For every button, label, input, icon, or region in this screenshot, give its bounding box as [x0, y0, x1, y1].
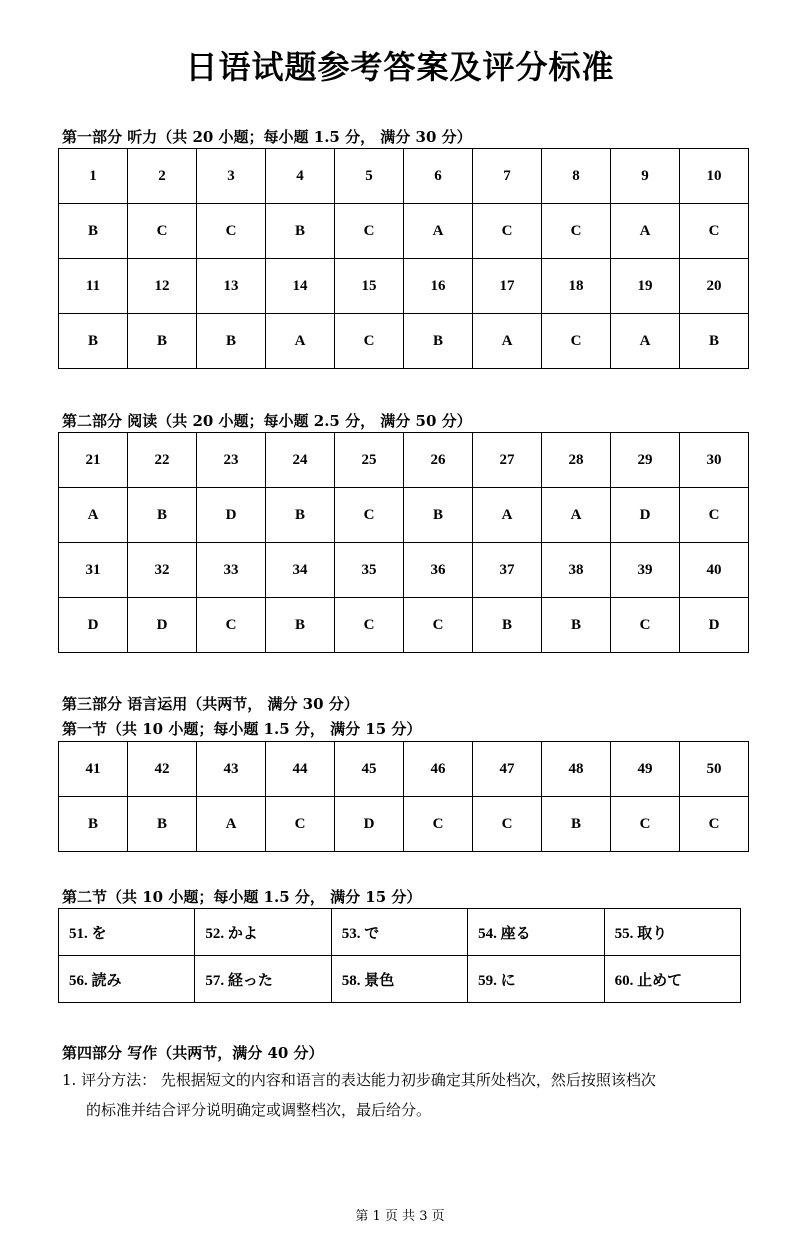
part1-table-cell: A	[611, 204, 680, 259]
part4-item1-line1: 评分方法： 先根据短文的内容和语言的表达能力初步确定其所处档次，然后按照该档次	[81, 1071, 656, 1089]
part2-table-cell: 24	[266, 433, 335, 488]
part1-table-cell: 12	[128, 259, 197, 314]
part2-heading: 第二部分 阅读（共 20 小题；每小题 2.5 分， 满分 50 分）	[62, 412, 472, 430]
part2-table-cell: 36	[404, 543, 473, 598]
part1-table-cell: 3	[197, 149, 266, 204]
part2-table-cell: 32	[128, 543, 197, 598]
part2-table-cell: D	[128, 598, 197, 653]
part1-table-cell: B	[59, 204, 128, 259]
part2-table-cell: D	[59, 598, 128, 653]
part3-section1-table-cell: C	[680, 797, 749, 852]
part1-table-cell: 9	[611, 149, 680, 204]
part1-table-cell: 8	[542, 149, 611, 204]
part1-table-cell: 18	[542, 259, 611, 314]
part2-table-cell: B	[266, 488, 335, 543]
part1-answer-table	[58, 148, 749, 369]
part1-table-cell: C	[542, 314, 611, 369]
part3-section2-table-row	[59, 956, 741, 1003]
part1-table-cell: A	[404, 204, 473, 259]
part1-table-row	[59, 314, 749, 369]
part2-table-cell: C	[335, 488, 404, 543]
part1-heading: 第一部分 听力（共 20 小题；每小题 1.5 分， 满分 30 分）	[62, 128, 472, 146]
part2-table-cell: D	[611, 488, 680, 543]
part1-table-cell: 11	[59, 259, 128, 314]
part1-table-cell: A	[611, 314, 680, 369]
part1-table-cell: C	[197, 204, 266, 259]
part1-table-row	[59, 259, 749, 314]
part3-section1-table-cell: 45	[335, 742, 404, 797]
part4-item1-number: 1.	[62, 1071, 77, 1089]
part1-table-cell: 16	[404, 259, 473, 314]
part2-answer-table	[58, 432, 749, 653]
part1-table-cell: A	[266, 314, 335, 369]
part2-table-cell: 28	[542, 433, 611, 488]
part1-table-cell: 10	[680, 149, 749, 204]
part1-table-cell: C	[128, 204, 197, 259]
part1-table-cell: 7	[473, 149, 542, 204]
part1-table-cell: C	[335, 204, 404, 259]
part3-section1-table-cell: 42	[128, 742, 197, 797]
part2-table-cell: 38	[542, 543, 611, 598]
part4-item1-line2: 的标准并结合评分说明确定或调整档次，最后给分。	[86, 1101, 432, 1119]
part1-table-cell: 13	[197, 259, 266, 314]
part2-table-cell: B	[266, 598, 335, 653]
part3-section1-table-cell: B	[542, 797, 611, 852]
part2-table-cell: C	[611, 598, 680, 653]
part3-section2-table-cell: 51. を	[59, 909, 195, 956]
part2-table-row	[59, 598, 749, 653]
part3-section1-table-cell: C	[404, 797, 473, 852]
part1-table-cell: B	[680, 314, 749, 369]
part1-table-cell: 5	[335, 149, 404, 204]
part2-table-cell: B	[128, 488, 197, 543]
part1-table-row	[59, 204, 749, 259]
part2-table-cell: 31	[59, 543, 128, 598]
part3-section1-table-cell: 48	[542, 742, 611, 797]
part2-table-cell: 27	[473, 433, 542, 488]
part1-table-cell: C	[680, 204, 749, 259]
part2-table-cell: A	[59, 488, 128, 543]
part2-table-cell: 21	[59, 433, 128, 488]
part2-table-cell: 23	[197, 433, 266, 488]
part3-section2-table-cell: 57. 経った	[195, 956, 331, 1003]
part3-section2-table-cell: 58. 景色	[331, 956, 467, 1003]
part3-section1-table-cell: 50	[680, 742, 749, 797]
part3-section1-table-cell: D	[335, 797, 404, 852]
part3-section1-table-cell: C	[473, 797, 542, 852]
part3-section1-table-cell: B	[128, 797, 197, 852]
part1-table-cell: C	[335, 314, 404, 369]
page-footer: 第 1 页 共 3 页	[355, 1209, 445, 1224]
part2-table-cell: D	[680, 598, 749, 653]
part2-table-cell: A	[542, 488, 611, 543]
part2-table-cell: 35	[335, 543, 404, 598]
part1-table-cell: B	[128, 314, 197, 369]
part2-table-cell: 29	[611, 433, 680, 488]
part2-table-cell: C	[404, 598, 473, 653]
part2-table-cell: A	[473, 488, 542, 543]
part3-section1-table-row	[59, 742, 749, 797]
part1-table-cell: B	[404, 314, 473, 369]
part1-table-cell: B	[59, 314, 128, 369]
part3-section1-answer-table	[58, 741, 749, 852]
part2-table-row	[59, 543, 749, 598]
part2-table-cell: B	[404, 488, 473, 543]
part3-section2-table-cell: 55. 取り	[604, 909, 740, 956]
part3-section2-table-cell: 52. かよ	[195, 909, 331, 956]
part2-table-cell: 34	[266, 543, 335, 598]
part2-table-cell: 30	[680, 433, 749, 488]
part3-section2-heading: 第二节（共 10 小题；每小题 1.5 分， 满分 15 分）	[62, 888, 422, 906]
part3-section1-table-row	[59, 797, 749, 852]
part2-table-cell: C	[680, 488, 749, 543]
part3-section1-table-cell: B	[59, 797, 128, 852]
part1-table-cell: C	[473, 204, 542, 259]
part1-table-cell: 4	[266, 149, 335, 204]
part1-table-cell: 1	[59, 149, 128, 204]
part2-table-cell: C	[335, 598, 404, 653]
part4-heading: 第四部分 写作（共两节，满分 40 分）	[62, 1044, 324, 1062]
part3-section1-table-cell: 47	[473, 742, 542, 797]
part3-section2-table-cell: 60. 止めて	[604, 956, 740, 1003]
part3-section1-heading: 第一节（共 10 小题；每小题 1.5 分， 满分 15 分）	[62, 720, 422, 738]
part2-table-cell: 39	[611, 543, 680, 598]
part2-table-cell: 26	[404, 433, 473, 488]
part2-table-cell: B	[542, 598, 611, 653]
part1-table-cell: 6	[404, 149, 473, 204]
part3-section1-table-cell: 46	[404, 742, 473, 797]
part2-table-cell: C	[197, 598, 266, 653]
part1-table-cell: 17	[473, 259, 542, 314]
part3-section1-table-cell: 41	[59, 742, 128, 797]
part1-table-row	[59, 149, 749, 204]
part3-section2-table-cell: 59. に	[468, 956, 604, 1003]
part1-table-cell: 20	[680, 259, 749, 314]
part2-table-cell: 22	[128, 433, 197, 488]
part2-table-row	[59, 433, 749, 488]
part2-table-cell: 40	[680, 543, 749, 598]
part2-table-cell: 33	[197, 543, 266, 598]
part3-section2-answer-table	[58, 908, 741, 1003]
part1-table-cell: A	[473, 314, 542, 369]
part1-table-cell: 14	[266, 259, 335, 314]
part1-table-cell: 15	[335, 259, 404, 314]
part3-section2-table-cell: 54. 座る	[468, 909, 604, 956]
part2-table-cell: B	[473, 598, 542, 653]
part4-item1	[62, 1065, 752, 1125]
part3-section1-table-cell: C	[611, 797, 680, 852]
part1-table-cell: 2	[128, 149, 197, 204]
part3-section1-table-cell: 49	[611, 742, 680, 797]
part2-table-cell: 37	[473, 543, 542, 598]
part3-section2-table-row	[59, 909, 741, 956]
part3-section2-table-cell: 56. 読み	[59, 956, 195, 1003]
part3-heading: 第三部分 语言运用（共两节， 满分 30 分）	[62, 695, 359, 713]
page-title: 日语试题参考答案及评分标准	[185, 48, 615, 86]
part1-table-cell: 19	[611, 259, 680, 314]
part3-section1-table-cell: 43	[197, 742, 266, 797]
part1-table-cell: B	[197, 314, 266, 369]
part1-table-cell: C	[542, 204, 611, 259]
part3-section1-table-cell: C	[266, 797, 335, 852]
part2-table-cell: 25	[335, 433, 404, 488]
part2-table-row	[59, 488, 749, 543]
part3-section1-table-cell: A	[197, 797, 266, 852]
part3-section1-table-cell: 44	[266, 742, 335, 797]
part2-table-cell: D	[197, 488, 266, 543]
part3-section2-table-cell: 53. で	[331, 909, 467, 956]
part1-table-cell: B	[266, 204, 335, 259]
